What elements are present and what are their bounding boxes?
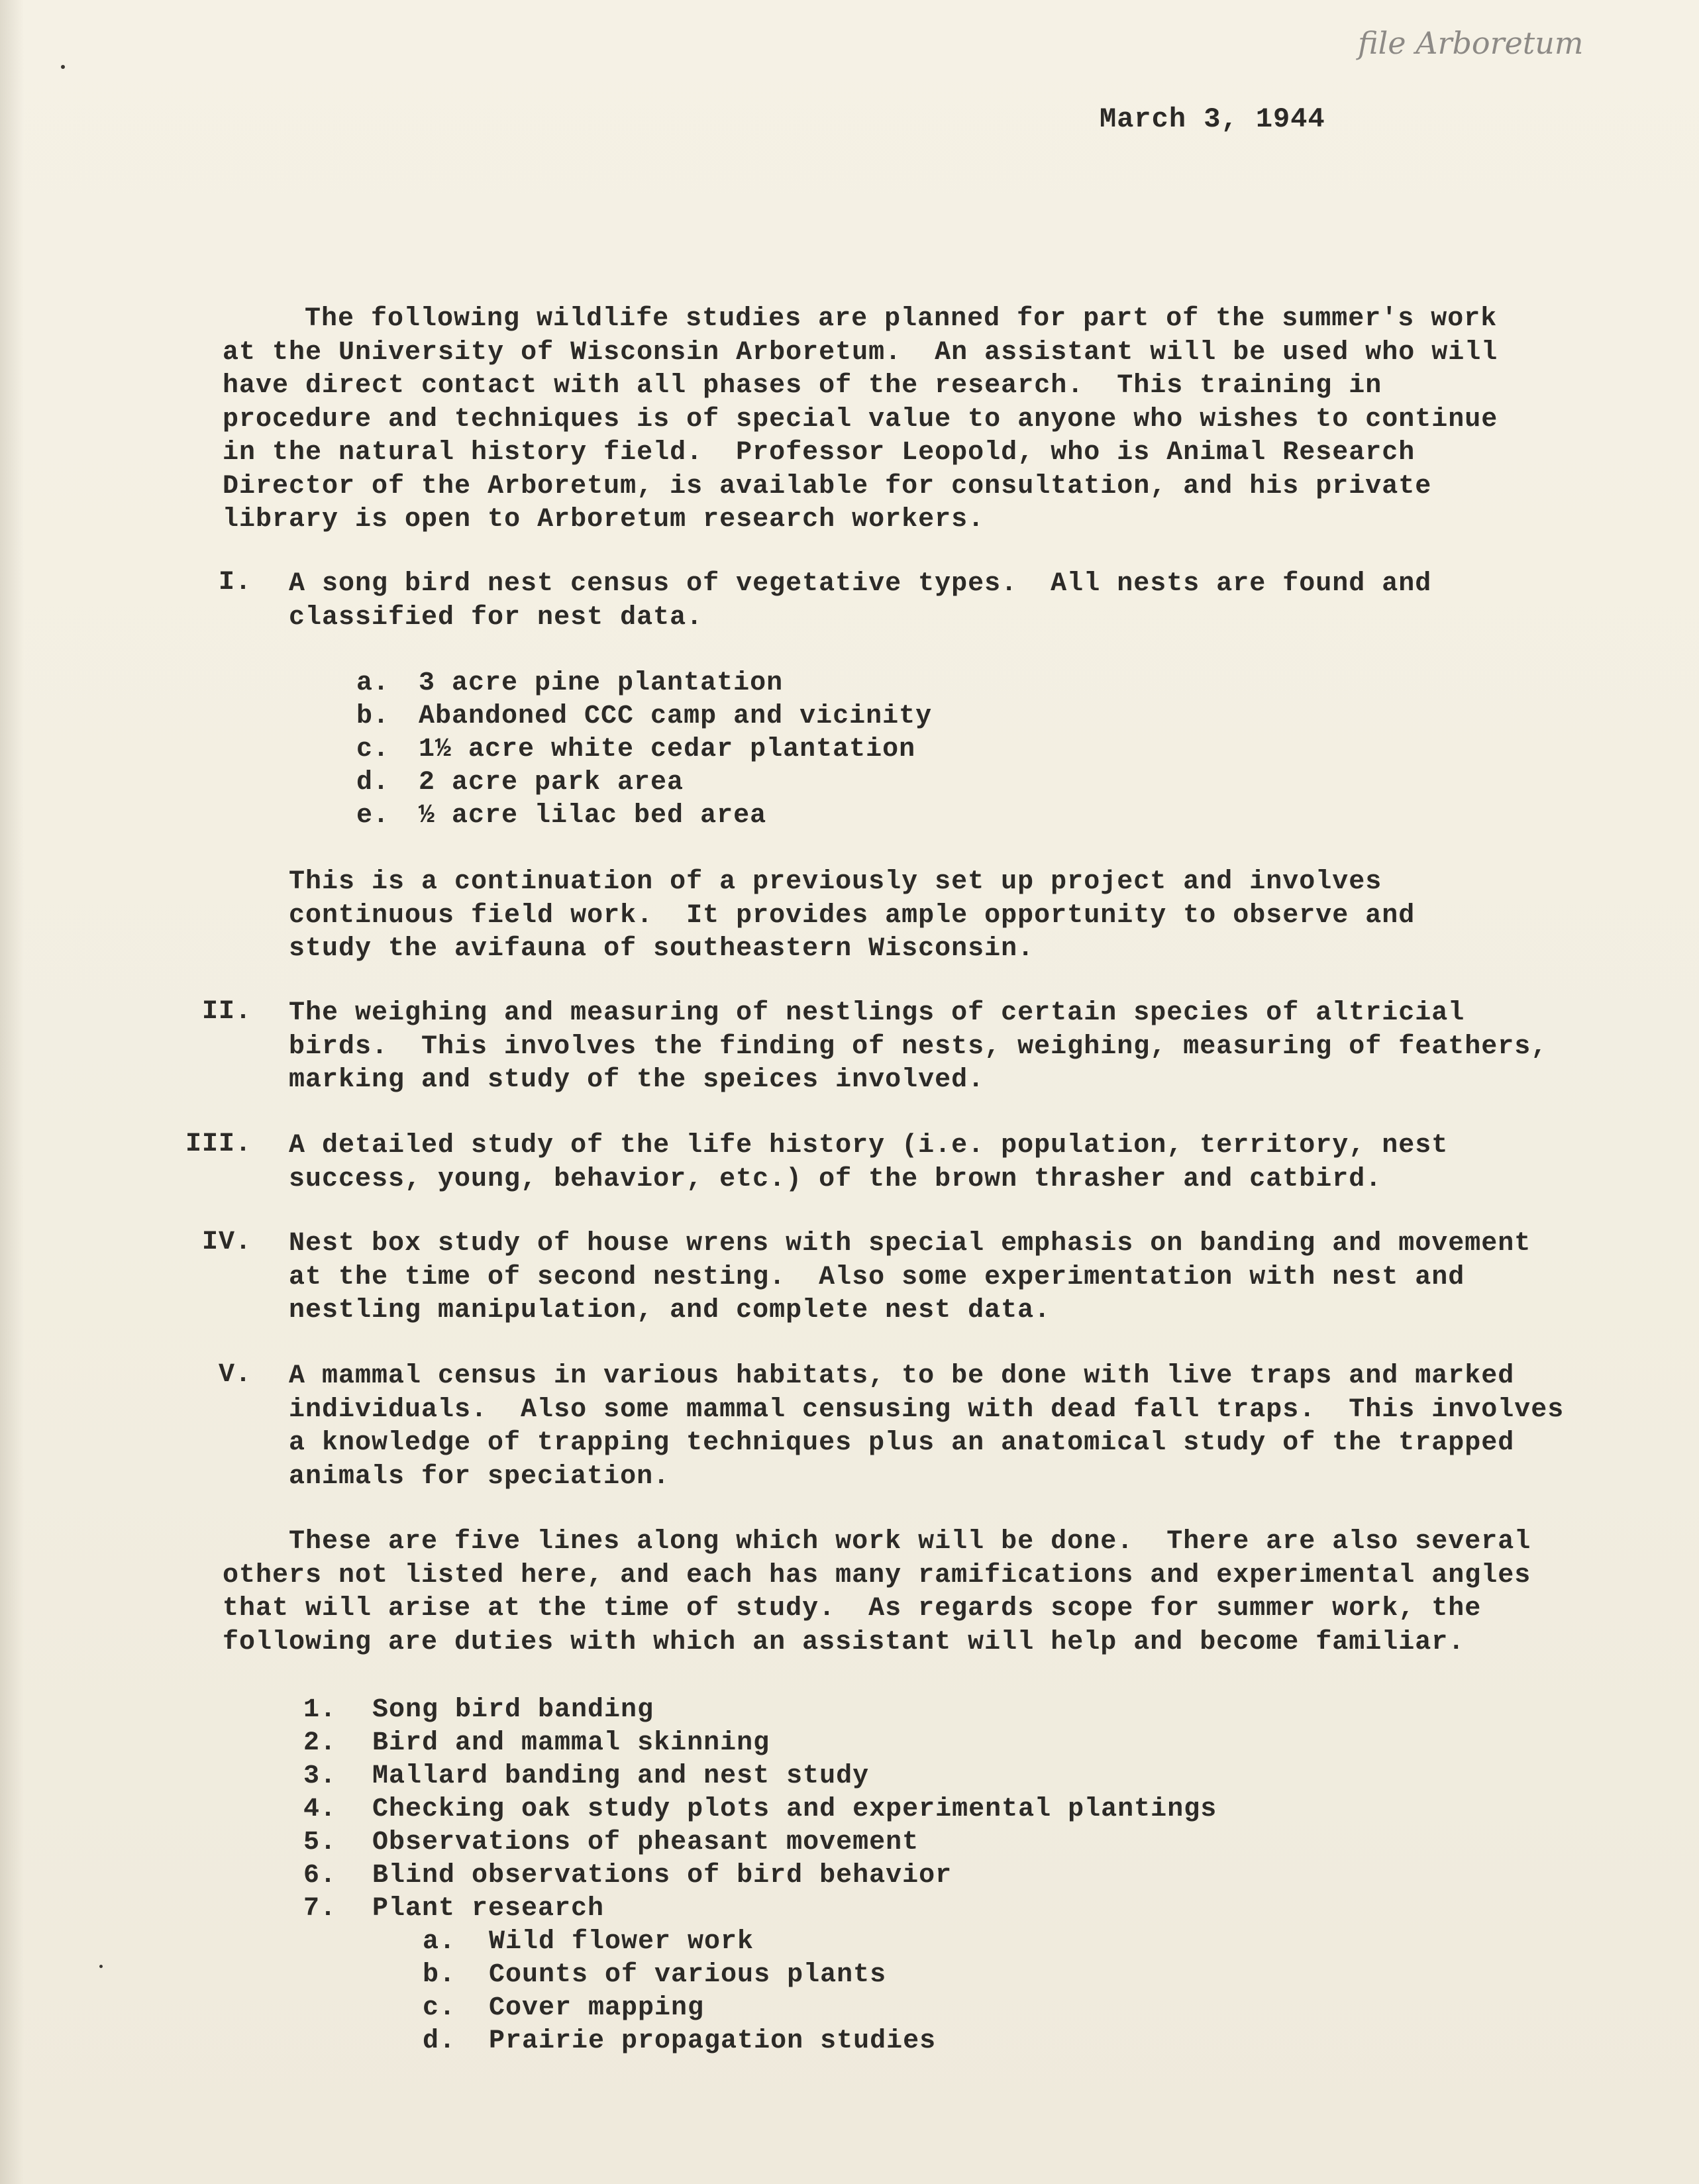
duty-item bbox=[303, 1893, 604, 1926]
sub-item bbox=[356, 700, 932, 734]
plant-research-text: Wild flower work bbox=[489, 1927, 754, 1957]
plant-research-letter: c. bbox=[423, 1993, 456, 2023]
section-text bbox=[289, 1360, 1564, 1494]
section-line: marking and study of the speices involved. bbox=[289, 1065, 985, 1095]
sub-item-text: 3 acre pine plantation bbox=[419, 668, 784, 698]
plant-research-letter: a. bbox=[423, 1927, 456, 1957]
plant-research-item bbox=[423, 1926, 754, 1959]
duty-number: 3. bbox=[303, 1761, 337, 1791]
duty-text: Song bird banding bbox=[372, 1695, 654, 1725]
sub-item-letter: e. bbox=[356, 801, 390, 831]
section-numeral: III. bbox=[185, 1129, 252, 1159]
followup-line: study the avifauna of southeastern Wisconsin. bbox=[289, 934, 1035, 964]
section-line: a knowledge of trapping techniques plus an anatomical study of the trapped bbox=[289, 1428, 1515, 1458]
duty-item bbox=[303, 1859, 952, 1893]
duty-item bbox=[303, 1694, 654, 1727]
duty-item bbox=[303, 1760, 869, 1793]
intro-paragraph bbox=[223, 303, 1498, 537]
section-line: individuals. Also some mammal censusing with dead fall traps. This involves bbox=[289, 1394, 1565, 1425]
section-numeral: II. bbox=[201, 997, 252, 1027]
duty-number: 6. bbox=[303, 1861, 337, 1891]
section-line: classified for nest data. bbox=[289, 602, 703, 633]
intro-line: at the University of Wisconsin Arboretum. An assistant will be used who will bbox=[223, 337, 1498, 368]
section-line: The weighing and measuring of nestlings of certain species of altricial bbox=[289, 998, 1465, 1028]
intro-line: Director of the Arboretum, is available for consultation, and his private bbox=[223, 471, 1432, 501]
duty-number: 1. bbox=[303, 1695, 337, 1725]
plant-research-text: Prairie propagation studies bbox=[489, 2026, 937, 2056]
sub-item bbox=[356, 667, 783, 701]
section-line: success, young, behavior, etc.) of the brown thrasher and catbird. bbox=[289, 1164, 1382, 1194]
section-numeral: V. bbox=[218, 1360, 252, 1390]
sub-item-letter: c. bbox=[356, 735, 390, 764]
closing-line: These are five lines along which work will be done. There are also several bbox=[289, 1527, 1531, 1557]
sub-item bbox=[356, 733, 915, 767]
intro-line: procedure and techniques is of special value to anyone who wishes to continue bbox=[223, 404, 1498, 435]
sub-item-text: 1½ acre white cedar plantation bbox=[419, 735, 916, 764]
section-text bbox=[289, 1129, 1448, 1196]
sub-item-text: 2 acre park area bbox=[419, 768, 684, 798]
followup-line: continuous field work. It provides ample opportunity to observe and bbox=[289, 900, 1416, 931]
duty-item bbox=[303, 1826, 919, 1859]
duty-text: Bird and mammal skinning bbox=[372, 1728, 770, 1758]
duty-text: Plant research bbox=[372, 1894, 605, 1924]
intro-line: in the natural history field. Professor Leopold, who is Animal Research bbox=[223, 438, 1416, 468]
plant-research-letter: b. bbox=[423, 1960, 456, 1990]
intro-line: The following wildlife studies are planned for part of the summer's work bbox=[305, 304, 1498, 334]
plant-research-item bbox=[423, 2025, 936, 2058]
sub-item bbox=[356, 800, 766, 833]
duty-text: Observations of pheasant movement bbox=[372, 1828, 919, 1857]
plant-research-text: Cover mapping bbox=[489, 1993, 705, 2023]
sub-item-text: Abandoned CCC camp and vicinity bbox=[419, 702, 933, 731]
paper-speck bbox=[61, 65, 65, 69]
duty-text: Checking oak study plots and experimental plantings bbox=[372, 1794, 1217, 1824]
section-line: A song bird nest census of vegetative types. All nests are found and bbox=[289, 569, 1432, 599]
section-text bbox=[289, 997, 1547, 1098]
closing-line: others not listed here, and each has many ramifications and experimental angles bbox=[223, 1560, 1531, 1590]
duty-number: 4. bbox=[303, 1794, 337, 1824]
sub-item-letter: d. bbox=[356, 768, 390, 798]
sub-item-text: ½ acre lilac bed area bbox=[419, 801, 767, 831]
section-line: at the time of second nesting. Also some experimentation with nest and bbox=[289, 1262, 1465, 1292]
plant-research-text: Counts of various plants bbox=[489, 1960, 887, 1990]
section-line: Nest box study of house wrens with special emphasis on banding and movement bbox=[289, 1229, 1531, 1259]
section-line: A detailed study of the life history (i.e. population, territory, nest bbox=[289, 1131, 1449, 1161]
handwritten-file-note: file Arboretum bbox=[1358, 25, 1584, 61]
section-text bbox=[289, 1227, 1531, 1328]
section-followup bbox=[289, 866, 1415, 966]
closing-line: following are duties with which an assistant will help and become familiar. bbox=[223, 1627, 1465, 1657]
letter-date: March 3, 1944 bbox=[1100, 103, 1325, 135]
section-numeral: I. bbox=[218, 568, 252, 598]
intro-line: library is open to Arboretum research workers. bbox=[223, 505, 985, 535]
duty-number: 5. bbox=[303, 1828, 337, 1857]
plant-research-item bbox=[423, 1959, 886, 1992]
plant-research-letter: d. bbox=[423, 2026, 456, 2056]
closing-line: that will arise at the time of study. As regards scope for summer work, the bbox=[223, 1594, 1482, 1624]
intro-line: have direct contact with all phases of the research. This training in bbox=[223, 371, 1382, 401]
section-line: birds. This involves the finding of nests, weighing, measuring of feathers, bbox=[289, 1031, 1548, 1062]
duty-number: 7. bbox=[303, 1894, 337, 1924]
duty-item bbox=[303, 1793, 1217, 1826]
closing-paragraph bbox=[223, 1526, 1531, 1659]
section-line: nestling manipulation, and complete nest data. bbox=[289, 1296, 1051, 1326]
duty-item bbox=[303, 1727, 770, 1760]
duty-number: 2. bbox=[303, 1728, 337, 1758]
paper-speck bbox=[99, 1965, 103, 1968]
section-line: A mammal census in various habitats, to be done with live traps and marked bbox=[289, 1361, 1515, 1391]
sub-item-letter: b. bbox=[356, 702, 390, 731]
section-line: animals for speciation. bbox=[289, 1461, 670, 1492]
duty-text: Blind observations of bird behavior bbox=[372, 1861, 952, 1891]
sub-item bbox=[356, 766, 684, 800]
sub-item-letter: a. bbox=[356, 668, 390, 698]
section-text bbox=[289, 568, 1431, 635]
plant-research-item bbox=[423, 1992, 704, 2025]
paper-edge-shadow bbox=[0, 0, 24, 2184]
duty-text: Mallard banding and nest study bbox=[372, 1761, 870, 1791]
section-numeral: IV. bbox=[201, 1227, 252, 1257]
followup-line: This is a continuation of a previously set up project and involves bbox=[289, 867, 1382, 897]
